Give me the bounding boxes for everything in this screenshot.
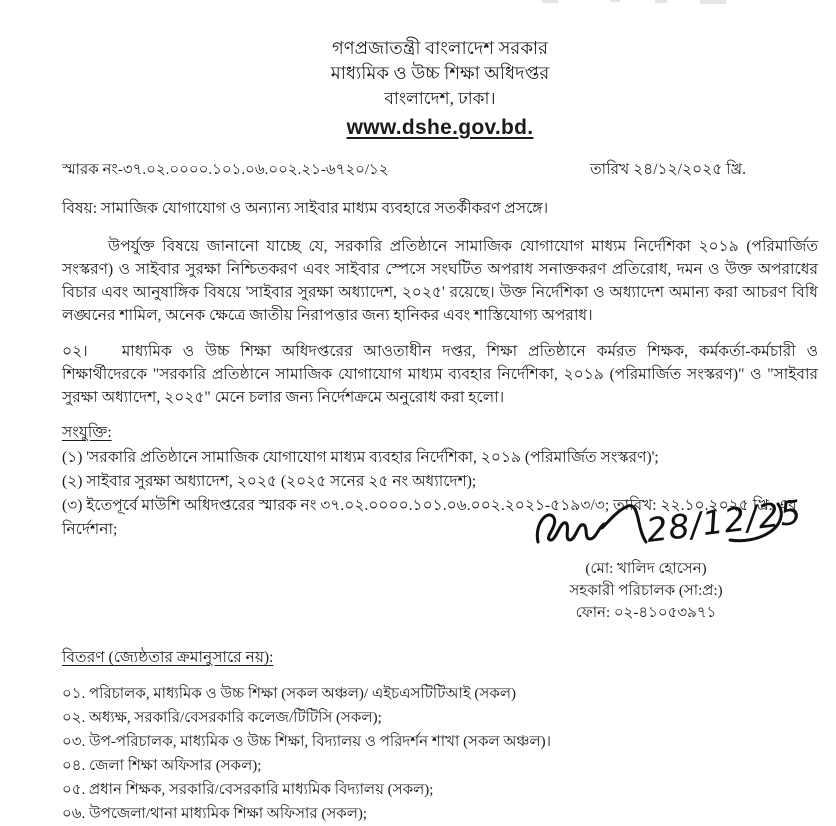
signatory-designation: সহকারী পরিচালক (সা:প্র:)	[569, 583, 723, 599]
signature-block	[526, 492, 805, 624]
memo-date: তারিখ ২৪/১২/২০২৫ খ্রি.	[589, 161, 746, 178]
attachment-item: (১) 'সরকারি প্রতিষ্ঠানে সামাজিক যোগাযোগ মাধ্যম ব্যবহার নির্দেশিকা, ২০১৯ (পরিমার্জিত সংস্করণ)';	[62, 449, 659, 466]
signature-scribble	[532, 492, 805, 556]
paragraph-number: ০২।	[62, 343, 88, 360]
scan-artifact	[655, 0, 667, 3]
attachments-heading: সংযুক্তি:	[62, 424, 112, 441]
memo-number: স্মারক নং-৩৭.০২.০০০০.১০১.০৬.০০২.২১-৬৭২০/১২	[62, 162, 389, 178]
distribution-heading: বিতরণ (জ্যেষ্ঠতার ক্রমানুসারে নয়):	[62, 649, 274, 666]
body-paragraph-2	[62, 340, 818, 409]
scan-artifact	[610, 0, 620, 2]
signatory-phone: ফোন: ০২-৪১০৫৩৯৭১	[575, 605, 717, 621]
paragraph-text: মাধ্যমিক ও উচ্চ শিক্ষা অধিদপ্তরের আওতাধীন দপ্তর, শিক্ষা প্রতিষ্ঠানে কর্মরত শিক্ষক, কর্মকর্তা-কর্মচারী ও শিক্ষার্থীদেরকে "সরকারি প্রতিষ্ঠানে সামাজিক যোগাযোগ মাধ্যম ব্যবহার নির্দেশিকা, ২০১৯ (পরিমার্জিত সংস্করণ)" ও "সাইবার সুরক্ষা অধ্যাদেশ, ২০২৫" মেনে চলার জন্য নির্দেশক্রমে অনুরোধ করা হলো।	[62, 343, 818, 406]
subject-line: বিষয়: সামাজিক যোগাযোগ ও অন্যান্য সাইবার মাধ্যম ব্যবহারে সতর্কীকরণ প্রসঙ্গে।	[62, 200, 549, 217]
distribution-item: ০৫. প্রধান শিক্ষক, সরকারি/বেসরকারি মাধ্যমিক বিদ্যালয় (সকল);	[62, 782, 434, 798]
attachment-item: (২) সাইবার সুরক্ষা অধ্যাদেশ, ২০২৫ (২০২৫ সনের ২৫ নং অধ্যাদেশ);	[62, 473, 477, 490]
handwritten-date: 28/12/25	[644, 492, 805, 550]
distribution-list	[62, 682, 818, 826]
distribution-item: ০২. অধ্যক্ষ, সরকারি/বেসরকারি কলেজ/টিটিসি (সকল);	[62, 710, 382, 726]
distribution-item: ০১. পরিচালক, মাধ্যমিক ও উচ্চ শিক্ষা (সকল অঞ্চল)/ এইচএসটিটিআই (সকল)	[62, 686, 516, 702]
distribution-item: ০৩. উপ-পরিচালক, মাধ্যমিক ও উচ্চ শিক্ষা, বিদ্যালয় ও পরিদর্শন শাখা (সকল অঞ্চল)।	[62, 734, 552, 750]
directorate-name: মাধ্যমিক ও উচ্চ শিক্ষা অধিদপ্তর	[330, 63, 550, 83]
government-name: গণপ্রজাতন্ত্রী বাংলাদেশ সরকার	[331, 38, 549, 58]
scan-artifact	[542, 0, 558, 3]
distribution-item: ০৬. উপজেলা/থানা মাধ্যমিক শিক্ষা অফিসার (সকল);	[62, 806, 368, 822]
body-paragraph-1: উপর্যুক্ত বিষয়ে জানানো যাচ্ছে যে, সরকারি প্রতিষ্ঠানে সামাজিক যোগাযোগ মাধ্যম নির্দেশিকা ২০১৯ (পরিমার্জিত সংস্করণ) ও সাইবার সুরক্ষা নিশ্চিতকরণ এবং সাইবার স্পেসে সংঘটিত অপরাধ সনাক্তকরণ প্রতিরোধ, দমন ও উক্ত অপরাধের বিচার এবং আনুষাঙ্গিক বিষয়ে 'সাইবার সুরক্ষা অধ্যাদেশ, ২০২৫' রয়েছে। উক্ত নির্দেশিকা ও অধ্যাদেশ অমান্য করা আচরণ বিধি লঙ্ঘনের শামিল, অনেক ক্ষেত্রে জাতীয় নিরাপত্তার জন্য হানিকর এবং শাস্তিযোগ্য অপরাধ।	[62, 238, 818, 324]
letterhead	[62, 0, 818, 140]
memo-meta-row	[62, 157, 818, 183]
scan-artifact	[700, 0, 726, 4]
website-link: www.dshe.gov.bd.	[346, 116, 534, 139]
distribution-item: ০৪. জেলা শিক্ষা অফিসার (সকল);	[62, 758, 262, 774]
signatory-name: (মো: খালিদ হোসেন)	[585, 561, 707, 577]
location-line: বাংলাদেশ, ঢাকা।	[384, 89, 496, 108]
attachment-item: (৩) ইতেপূর্বে মাউশি অধিদপ্তরের স্মারক নং ৩৭.০২.০০০০.১০১.০৬.০০২.২০২১-৫১৯৩/৩; তারিখ: ২২.১০.২০২৫ খ্রি. এর নির্দেশনা;	[62, 497, 797, 538]
